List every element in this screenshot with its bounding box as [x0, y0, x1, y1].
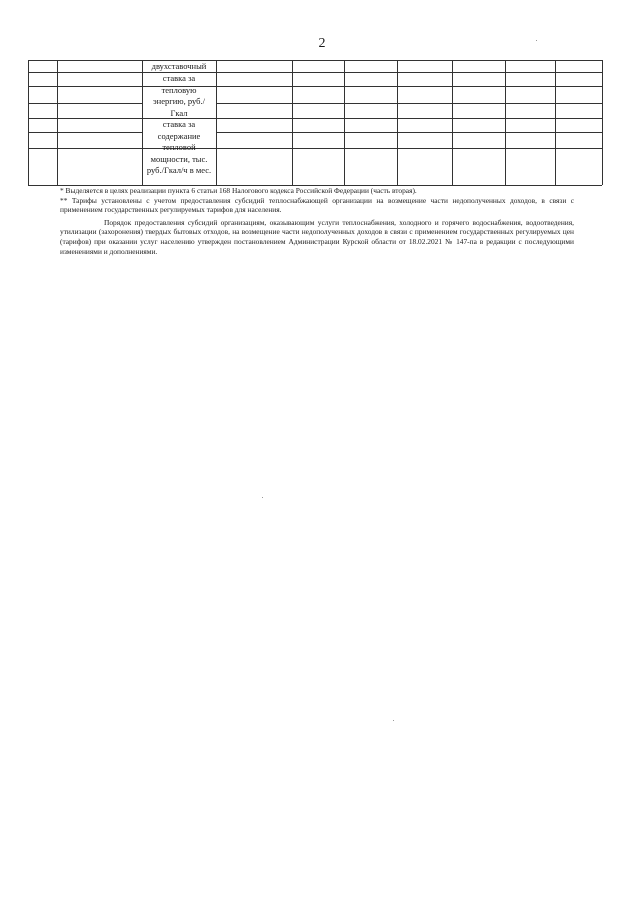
- table-line: [57, 60, 58, 185]
- cell-two-part-rate: двухставочный: [151, 61, 207, 71]
- table-line: [505, 60, 506, 185]
- table-line: [28, 132, 142, 133]
- table-line: [28, 60, 29, 185]
- table-line: [555, 60, 556, 185]
- footnote-subsidy: ** Тарифы установлены с учетом предоставления субсидий теплоснабжающей организации на возмещение части недополученных доходов, в связи с применением государственных регулируемых тарифов для населения.: [60, 195, 574, 215]
- page-number: 2: [318, 36, 326, 51]
- subsidy-procedure-paragraph: Порядок предоставления субсидий организациям, оказывающим услуги теплоснабжения, холодного и горячего водоснабжения, водоотведения, утилизации (захоронения) твердых бытовых отходов, на возмещение части недополученных доходов в связи с применением государственных регулируемых цен (тарифов) при оказании услуг населению утвержден постановлением Администрации Курской области от 18.02.2021 № 147-па в редакции с последующими изменениями и дополнениями.: [60, 217, 574, 256]
- table-line: [28, 60, 602, 61]
- table-line: [28, 148, 602, 149]
- table-line: [28, 118, 602, 119]
- table-line: [216, 60, 217, 185]
- scan-speck: [536, 40, 537, 41]
- cell-energy-rate: ставка за тепловую энергию, руб./Гкал: [153, 73, 205, 118]
- table-line: [292, 60, 293, 185]
- footnote-vat: * Выделяется в целях реализации пункта 6 статьи 168 Налогового кодекса Российской Федерации (часть вторая).: [60, 186, 417, 195]
- table-line: [28, 103, 142, 104]
- scan-speck: [393, 720, 394, 721]
- cell-capacity-rate: ставка за содержание тепловой мощности, тыс. руб./Гкал/ч в мес.: [146, 119, 212, 175]
- table-line: [344, 60, 345, 185]
- table-line: [452, 60, 453, 185]
- notes-block: [60, 186, 574, 256]
- table-line: [602, 60, 603, 185]
- table-line: [28, 86, 602, 87]
- table-line: [397, 60, 398, 185]
- scan-speck: [262, 497, 263, 498]
- table-line: [28, 72, 602, 73]
- table-line: [216, 103, 602, 104]
- table-line: [216, 132, 602, 133]
